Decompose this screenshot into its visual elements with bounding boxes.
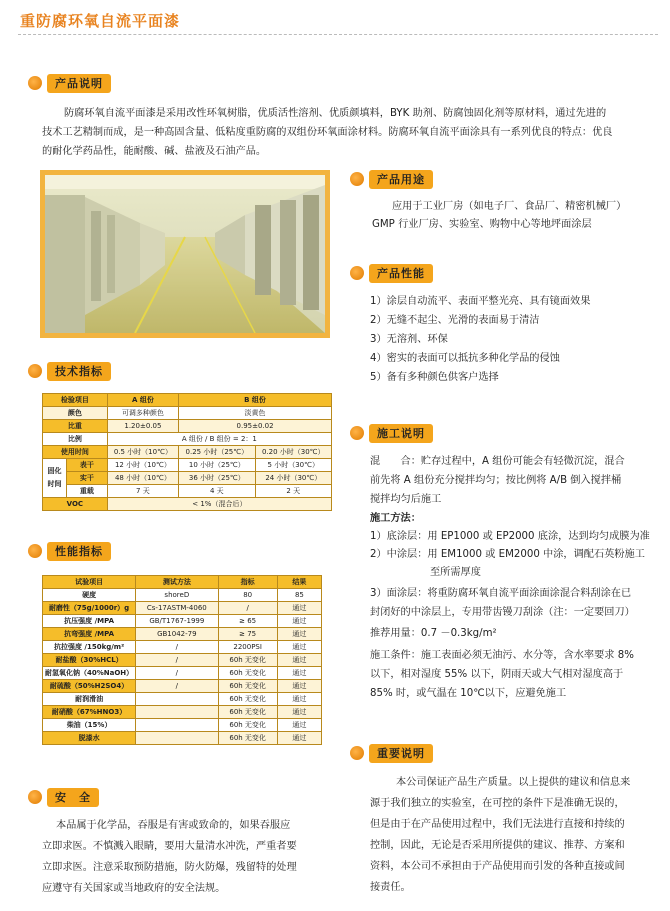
table-row: 比重 1.20±0.05 0.95±0.02 (43, 420, 332, 433)
section-perf-header (350, 262, 433, 284)
bullet-icon (28, 544, 42, 558)
table-row: 耐盐酸（30%HCL） / 60h 无变化 通过 (43, 654, 322, 667)
title-divider (18, 34, 658, 35)
section-performance-header (28, 540, 111, 562)
section-use-header (350, 168, 433, 190)
perf-item: 1）涂层自动流平、表面平整光亮、具有镜面效果 (370, 296, 591, 307)
use-line: GMP 行业厂房、实验室、购物中心等地坪面涂层 (372, 219, 592, 230)
section-perf-title: 产品性能 (369, 264, 433, 283)
section-construct-title: 施工说明 (369, 424, 433, 443)
section-performance-title: 性能指标 (47, 542, 111, 561)
bullet-icon (350, 426, 364, 440)
perf-item: 5）备有多种颜色供客户选择 (370, 372, 499, 383)
section-important-header (350, 742, 433, 764)
tech-table (42, 393, 332, 511)
table-row: 实干 48 小时（10℃） 36 小时（25℃） 24 小时（30℃） (43, 472, 332, 485)
safety-line: 本品属于化学品，吞服是有害或致命的，如果吞服应 (56, 820, 291, 831)
construct-step: 3）面涂层：将重防腐环氧自流平面涂面涂混合料刮涂在已 (370, 588, 632, 599)
section-important-title: 重要说明 (369, 744, 433, 763)
table-row: 抗压强度 /MPA GB/T1767-1999 ≥ 65 通过 (43, 615, 322, 628)
table-row: 比例 A 组份 / B 组份 = 2：1 (43, 433, 332, 446)
table-row: 耐氢氧化钠（40%NaOH） / 60h 无变化 通过 (43, 667, 322, 680)
section-construct-header (350, 422, 433, 444)
table-row: 抗拉强度 /150kg/m² / 2200PSI 通过 (43, 641, 322, 654)
section-safety-header (28, 786, 99, 808)
table-row: 脱漆水 60h 无变化 通过 (43, 732, 322, 745)
section-intro-header (28, 72, 111, 94)
construct-step: 1）底涂层：用 EP1000 或 EP2000 底涂，达到均匀成膜为准 (370, 531, 650, 542)
bullet-icon (28, 790, 42, 804)
bullet-icon (350, 172, 364, 186)
performance-table (42, 575, 322, 745)
table-row: 硬度 shoreD 80 85 (43, 589, 322, 602)
construct-step: 2）中涂层：用 EM1000 或 EM2000 中涂，调配石英粉施工 (370, 549, 645, 560)
use-line: 应用于工业厂房（如电子厂、食品厂、精密机械厂） (392, 201, 627, 212)
table-row: 耐润滑油 60h 无变化 通过 (43, 693, 322, 706)
construct-dosage: 推荐用量：0.7 －0.3kg/m² (370, 628, 497, 639)
table-row: 颜色 可调多种颜色 淡黄色 (43, 407, 332, 420)
table-row: 使用时间 0.5 小时（10℃） 0.25 小时（25℃） 0.20 小时（30℃） (43, 446, 332, 459)
construct-mix: 混 合：贮存过程中，A 组份可能会有轻微沉淀，混合 (370, 456, 625, 467)
table-row: 试验项目 测试方法 指标 结果 (43, 576, 322, 589)
bullet-icon (28, 76, 42, 90)
construct-conditions: 施工条件：施工表面必须无油污、水分等，含水率要求 8% (370, 650, 634, 661)
factory-floor-image (45, 175, 325, 333)
table-row: 重载 7 天 4 天 2 天 (43, 485, 332, 498)
perf-item: 2）无缝不起尘、光滑的表面易于清洁 (370, 315, 540, 326)
intro-paragraph: 防腐环氧自流平面漆是采用改性环氧树脂，优质活性溶剂、优质颜填料，BYK 助剂、防腐蚀固化剂等原材料，通过先进的 (64, 108, 607, 119)
perf-item: 4）密实的表面可以抵抗多种化学品的侵蚀 (370, 353, 560, 364)
bullet-icon (350, 746, 364, 760)
table-row: VOC < 1%（混合后） (43, 498, 332, 511)
section-tech-header (28, 360, 111, 382)
table-row: 耐硫酸（50%H2SO4） / 60h 无变化 通过 (43, 680, 322, 693)
table-row: 耐硝酸（67%HNO3） 60h 无变化 通过 (43, 706, 322, 719)
bullet-icon (28, 364, 42, 378)
section-intro-title: 产品说明 (47, 74, 111, 93)
construct-method-title: 施工方法： (370, 513, 421, 524)
page-title: 重防腐环氧自流平面漆 (20, 12, 181, 30)
perf-item: 3）无溶剂、环保 (370, 334, 448, 345)
table-row: 检验项目 A 组份 B 组份 (43, 394, 332, 407)
section-tech-title: 技术指标 (47, 362, 111, 381)
section-safety-title: 安 全 (47, 788, 99, 807)
floor-photo (40, 170, 330, 338)
table-row: 抗弯强度 /MPA GB1042-79 ≥ 75 通过 (43, 628, 322, 641)
table-row: 固化时间 表干 12 小时（10℃） 10 小时（25℃） 5 小时（30℃） (43, 459, 332, 472)
important-line: 本公司保证产品生产质量。以上提供的建议和信息来 (396, 777, 631, 788)
bullet-icon (350, 266, 364, 280)
section-use-title: 产品用途 (369, 170, 433, 189)
table-row: 耐磨性（75g/1000r）g Cs-17ASTM-4060 / 通过 (43, 602, 322, 615)
table-row: 柴油（15%） 60h 无变化 通过 (43, 719, 322, 732)
